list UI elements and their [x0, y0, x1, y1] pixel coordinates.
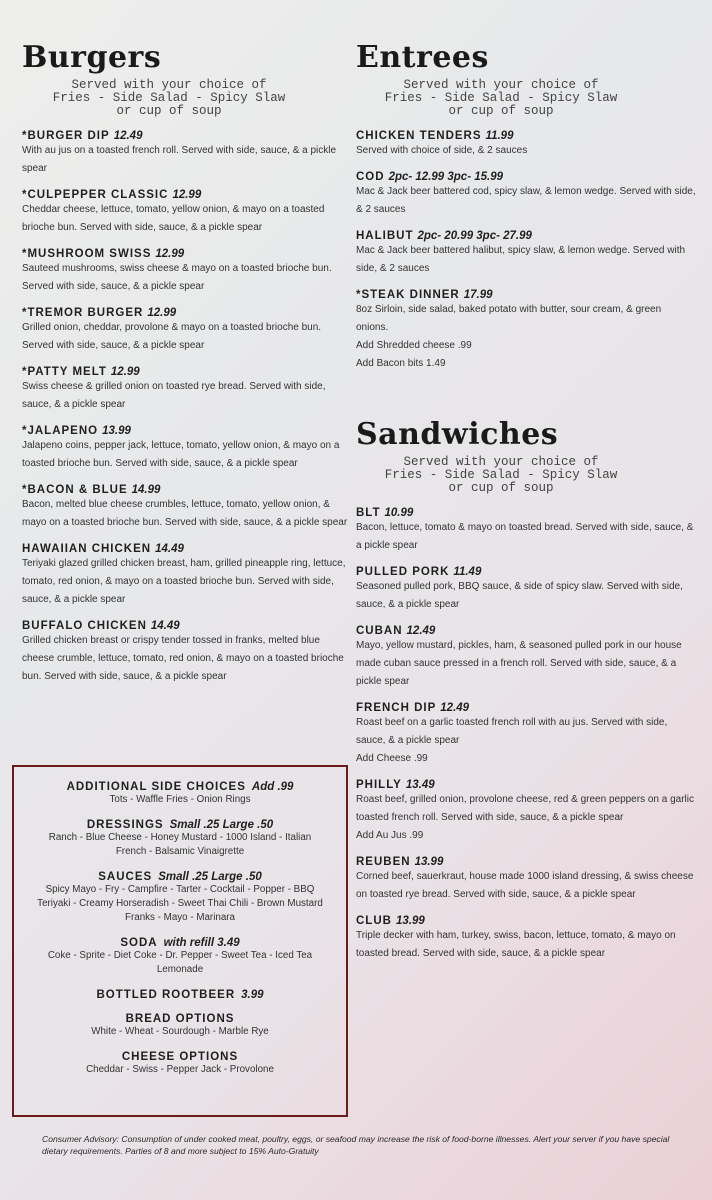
sandwich-item — [356, 779, 696, 845]
item-heading — [356, 230, 696, 242]
side-options-group — [24, 989, 336, 1001]
item-name: BUFFALO CHICKEN — [22, 620, 147, 632]
entree-item — [356, 130, 696, 160]
item-heading — [22, 366, 352, 378]
side-options-group — [24, 871, 336, 925]
item-description: Grilled chicken breast or crispy tender tossed in franks, melted blue cheese crumble, lettuce, tomato, red onion, & mayo on a toasted brioche bun. Served with side, sauce, & a pickle spear — [22, 635, 344, 682]
entrees-title: Entrees — [356, 40, 489, 75]
burger-item — [22, 543, 352, 609]
group-options-line: Lemonade — [156, 964, 204, 975]
item-price: 12.49 — [113, 130, 143, 142]
burger-item — [22, 484, 352, 532]
item-heading — [22, 307, 352, 319]
side-options-group — [24, 819, 336, 859]
item-name: *JALAPENO — [22, 425, 99, 437]
item-addon: Add Shredded cheese .99 — [356, 340, 472, 351]
item-addon: Add Bacon bits 1.49 — [356, 358, 446, 369]
group-options-line: Spicy Mayo - Fry - Campfire - Tarter - Cocktail - Popper - BBQ — [45, 884, 315, 895]
burgers-subtitle — [44, 79, 294, 118]
item-description: Mac & Jack beer battered halibut, spicy slaw, & lemon wedge. Served with side, & 2 sauces — [356, 245, 686, 274]
subtitle-line: Served with your choice of — [71, 78, 267, 92]
group-title: ADDITIONAL SIDE CHOICES — [66, 781, 246, 793]
item-description: Triple decker with ham, turkey, swiss, bacon, lettuce, tomato, & mayo on toasted bread. Served with side, sauce, & a pickle spear — [356, 930, 676, 959]
group-title: BREAD OPTIONS — [125, 1013, 235, 1025]
item-price: 12.99 — [110, 366, 140, 378]
entree-item — [356, 230, 696, 278]
item-description: Swiss cheese & grilled onion on toasted rye bread. Served with side, sauce, & a pickle spear — [22, 381, 326, 410]
item-heading — [22, 425, 352, 437]
item-heading — [22, 189, 352, 201]
side-options-group — [24, 937, 336, 977]
item-heading — [22, 543, 352, 555]
item-name: *MUSHROOM SWISS — [22, 248, 152, 260]
burgers-column — [22, 40, 352, 697]
item-description: Grilled onion, cheddar, provolone & mayo on a toasted brioche bun. Served with side, sauce, & a pickle spear — [22, 322, 322, 351]
item-price: 14.99 — [131, 484, 161, 496]
item-heading — [356, 625, 696, 637]
item-name: *BURGER DIP — [22, 130, 110, 142]
sandwiches-title: Sandwiches — [356, 417, 559, 452]
subtitle-line: Fries - Side Salad - Spicy Slaw — [384, 91, 618, 105]
sandwich-item — [356, 625, 696, 691]
item-description: Mayo, yellow mustard, pickles, ham, & seasoned pulled pork in our house made cuban sauce pressed in a french roll. Served with side, sauce, & a pickle spear — [356, 640, 682, 687]
item-description: With au jus on a toasted french roll. Served with side, sauce, & a pickle spear — [22, 145, 337, 174]
item-name: HALIBUT — [356, 230, 414, 242]
item-name: REUBEN — [356, 856, 411, 868]
group-options-line: Coke - Sprite - Diet Coke - Dr. Pepper - Sweet Tea - Iced Tea — [47, 950, 313, 961]
side-options-group — [24, 1013, 336, 1039]
group-heading — [24, 989, 336, 1001]
item-price: 13.99 — [414, 856, 444, 868]
item-price: 12.49 — [440, 702, 470, 714]
item-addon: Add Au Jus .99 — [356, 830, 424, 841]
item-heading — [356, 130, 696, 142]
burger-list — [22, 130, 352, 686]
item-heading — [356, 779, 696, 791]
item-name: CHICKEN TENDERS — [356, 130, 482, 142]
sandwiches-subtitle — [376, 456, 626, 495]
group-options-line: French - Balsamic Vinaigrette — [115, 846, 245, 857]
burger-item — [22, 620, 352, 686]
item-name: *TREMOR BURGER — [22, 307, 144, 319]
item-description: Jalapeno coins, pepper jack, lettuce, tomato, yellow onion, & mayo on a toasted brioche bun. Served with side, sauce, & a pickle spear — [22, 440, 340, 469]
burger-item — [22, 189, 352, 237]
burger-item — [22, 425, 352, 473]
group-price: 3.99 — [241, 989, 264, 1001]
item-description: Served with choice of side, & 2 sauces — [356, 145, 528, 156]
item-price: 2pc- 20.99 3pc- 27.99 — [417, 230, 532, 242]
item-price: 17.99 — [463, 289, 493, 301]
group-price: Small .25 Large .50 — [169, 819, 274, 831]
item-description: Teriyaki glazed grilled chicken breast, ham, grilled pineapple ring, lettuce, tomato, red onion, & mayo on a toasted brioche bun. Served with side, sauce, & a pickle spear — [22, 558, 346, 605]
item-heading — [22, 484, 352, 496]
side-options-group — [24, 1051, 336, 1077]
group-heading — [24, 1051, 336, 1063]
item-heading — [22, 130, 352, 142]
sandwich-item — [356, 856, 696, 904]
group-options-line: White - Wheat - Sourdough - Marble Rye — [91, 1026, 269, 1037]
consumer-advisory: Consumer Advisory: Consumption of under cooked meat, poultry, eggs, or seafood may increase the risk of food-borne illnesses. Alert your server if you have special dietary requirements. Parties of 8 and more subject to 15% Auto-Gratuity — [42, 1134, 670, 1156]
item-name: PULLED PORK — [356, 566, 450, 578]
item-name: *STEAK DINNER — [356, 289, 460, 301]
subtitle-line: Served with your choice of — [403, 78, 599, 92]
item-price: 12.49 — [406, 625, 436, 637]
item-price: 13.99 — [102, 425, 131, 437]
item-description: Corned beef, sauerkraut, house made 1000 island dressing, & swiss cheese on toasted rye bread. Served with side, sauce, & a pickle spear — [356, 871, 694, 900]
group-heading — [24, 871, 336, 883]
item-name: *BACON & BLUE — [22, 484, 128, 496]
item-name: *PATTY MELT — [22, 366, 107, 378]
item-price: 11.99 — [485, 130, 514, 142]
item-heading — [356, 171, 696, 183]
sandwich-item — [356, 507, 696, 555]
item-price: 12.99 — [172, 189, 202, 201]
item-heading — [356, 566, 696, 578]
sandwich-item — [356, 915, 696, 963]
group-price: Add .99 — [251, 781, 294, 793]
entrees-subtitle — [376, 79, 626, 118]
group-heading — [24, 781, 336, 793]
group-heading — [24, 1013, 336, 1025]
right-column — [356, 40, 696, 974]
group-options-line: Tots - Waffle Fries - Onion Rings — [109, 794, 251, 805]
sandwich-list — [356, 507, 696, 963]
entree-item — [356, 171, 696, 219]
group-title: BOTTLED ROOTBEER — [96, 989, 236, 1001]
item-description: 8oz Sirloin, side salad, baked potato with butter, sour cream, & green onions. — [356, 304, 662, 333]
item-name: CUBAN — [356, 625, 403, 637]
item-name: HAWAIIAN CHICKEN — [22, 543, 152, 555]
item-name: FRENCH DIP — [356, 702, 437, 714]
item-description: Seasoned pulled pork, BBQ sauce, & side of spicy slaw. Served with side, sauce, & a pickle spear — [356, 581, 683, 610]
item-price: 13.49 — [405, 779, 435, 791]
sandwich-item — [356, 566, 696, 614]
item-price: 14.49 — [155, 543, 184, 555]
group-title: SAUCES — [98, 871, 153, 883]
item-description: Cheddar cheese, lettuce, tomato, yellow onion, & mayo on a toasted brioche bun. Served with side, sauce, & a pickle spear — [22, 204, 325, 233]
item-heading — [22, 248, 352, 260]
item-name: PHILLY — [356, 779, 402, 791]
group-heading — [24, 819, 336, 831]
item-heading — [356, 856, 696, 868]
group-title: SODA — [120, 937, 158, 949]
group-options-line: Ranch - Blue Cheese - Honey Mustard - 1000 Island - Italian — [48, 832, 312, 843]
burger-item — [22, 248, 352, 296]
item-heading — [356, 289, 696, 301]
subtitle-line: Served with your choice of — [403, 455, 599, 469]
burgers-title: Burgers — [22, 40, 162, 75]
item-description: Mac & Jack beer battered cod, spicy slaw, & lemon wedge. Served with side, & 2 sauces — [356, 186, 696, 215]
group-options-line: Teriyaki - Creamy Horseradish - Sweet Thai Chili - Brown Mustard — [37, 898, 323, 909]
subtitle-line: or cup of soup — [448, 104, 554, 118]
entree-list — [356, 130, 696, 373]
item-description: Roast beef on a garlic toasted french roll with au jus. Served with side, sauce, & a pickle spear — [356, 717, 668, 746]
subtitle-line: or cup of soup — [116, 104, 222, 118]
item-name: BLT — [356, 507, 381, 519]
item-price: 10.99 — [384, 507, 414, 519]
burger-item — [22, 130, 352, 178]
subtitle-line: or cup of soup — [448, 481, 554, 495]
item-description: Bacon, melted blue cheese crumbles, lettuce, tomato, yellow onion, & mayo on a toasted brioche bun. Served with side, sauce, & a pickle spear — [22, 499, 348, 528]
group-heading — [24, 937, 336, 949]
item-price: 11.49 — [453, 566, 482, 578]
item-price: 12.99 — [147, 307, 177, 319]
group-price: with refill 3.49 — [163, 937, 240, 949]
item-heading — [356, 507, 696, 519]
item-name: *CULPEPPER CLASSIC — [22, 189, 169, 201]
subtitle-line: Fries - Side Salad - Spicy Slaw — [384, 468, 618, 482]
sandwich-item — [356, 702, 696, 768]
group-price: Small .25 Large .50 — [158, 871, 262, 883]
item-addon: Add Cheese .99 — [356, 753, 428, 764]
sides-box — [12, 765, 348, 1117]
item-heading — [22, 620, 352, 632]
entree-item — [356, 289, 696, 373]
burger-item — [22, 307, 352, 355]
subtitle-line: Fries - Side Salad - Spicy Slaw — [52, 91, 286, 105]
burger-item — [22, 366, 352, 414]
item-description: Bacon, lettuce, tomato & mayo on toasted bread. Served with side, sauce, & a pickle spear — [356, 522, 694, 551]
group-options-line: Cheddar - Swiss - Pepper Jack - Provolone — [86, 1064, 274, 1075]
group-title: CHEESE OPTIONS — [121, 1051, 239, 1063]
item-name: CLUB — [356, 915, 392, 927]
item-price: 14.49 — [150, 620, 180, 632]
item-description: Sauteed mushrooms, swiss cheese & mayo on a toasted brioche bun. Served with side, sauce, & a pickle spear — [22, 263, 332, 292]
item-price: 12.99 — [155, 248, 185, 260]
side-options-group — [24, 781, 336, 807]
item-name: COD — [356, 171, 385, 183]
group-title: DRESSINGS — [86, 819, 164, 831]
group-options-line: Franks - Mayo - Marinara — [125, 912, 235, 923]
item-heading — [356, 915, 696, 927]
item-price: 2pc- 12.99 3pc- 15.99 — [388, 171, 503, 183]
item-price: 13.99 — [395, 915, 425, 927]
item-heading — [356, 702, 696, 714]
item-description: Roast beef, grilled onion, provolone cheese, red & green peppers on a garlic toasted french roll. Served with side, sauce, & a pickle spear — [356, 794, 694, 823]
